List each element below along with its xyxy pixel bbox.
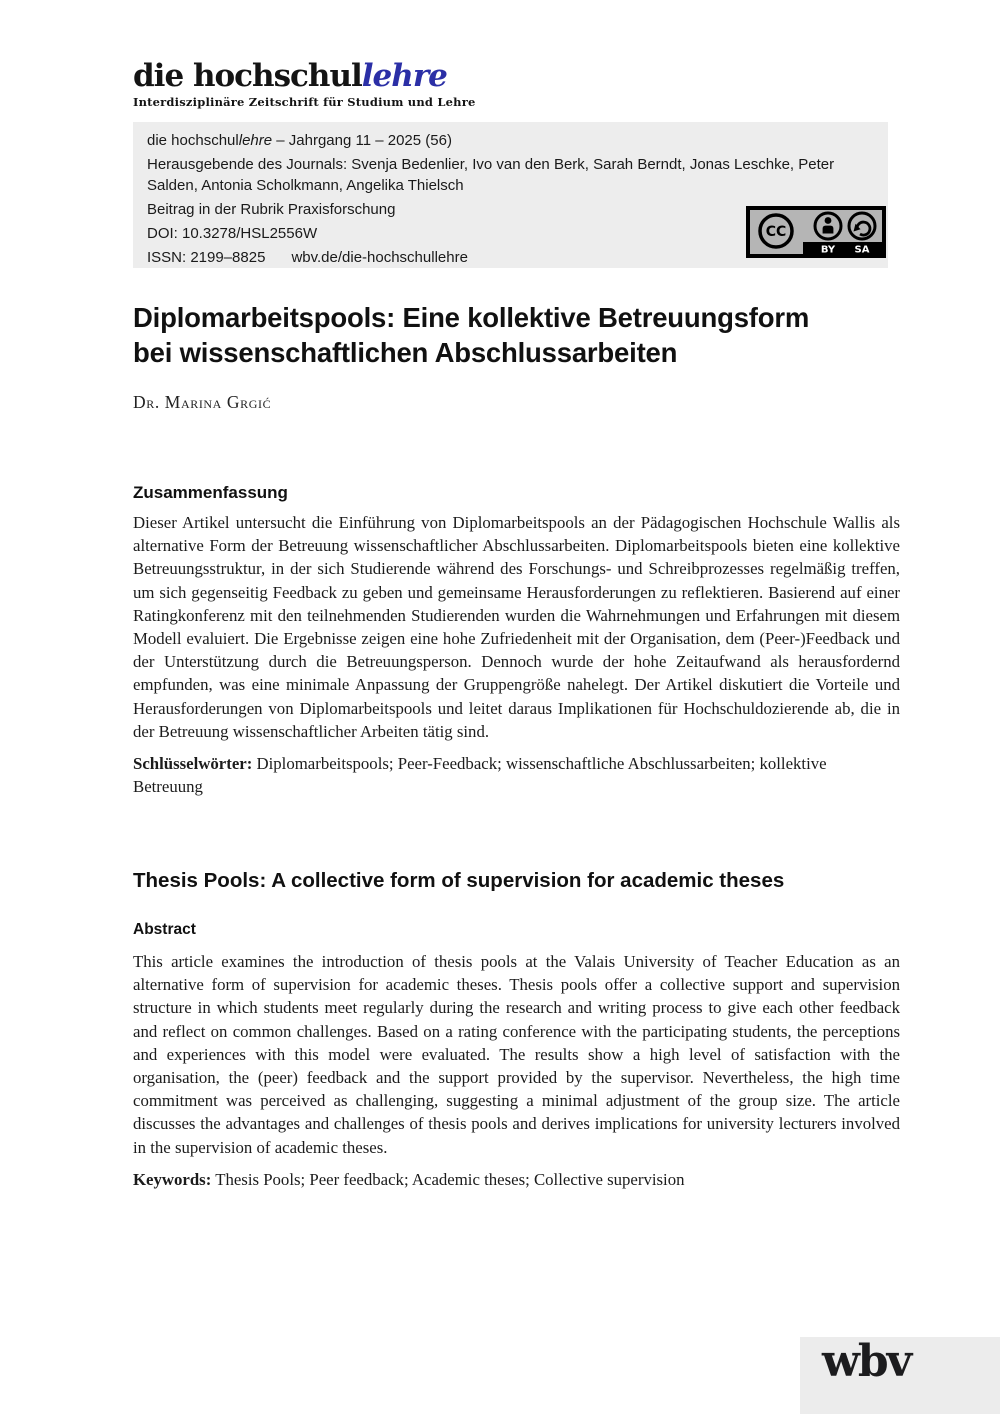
zusammenfassung-heading: Zusammenfassung [133,483,288,502]
english-title: Thesis Pools: A collective form of supervision for academic theses [133,869,785,892]
english-keywords-label: Keywords: [133,1169,212,1189]
german-keywords-label: Schlüsselwörter: [133,754,253,774]
doi-line: DOI: 10.3278/HSL2556W [147,225,318,242]
german-keywords-text: Diplomarbeitspools; Peer-Feedback; wissenschaftliche Abschlussarbeiten; kollektive Betreuung [133,754,827,797]
cc-license-icon [746,206,886,258]
svg-text:CC: CC [765,224,787,240]
publication-info-box [133,122,888,268]
journal-logo-accent: lehre [361,58,447,94]
editors-line: Herausgebende des Journals: Svenja Bedenlier, Ivo van den Berk, Sarah Berndt, Jonas Leschke, Peter Salden, Antonia Scholkmann, Angelika Thielsch [147,156,835,194]
issn-value: ISSN: 2199–8825 [147,249,266,266]
journal-masthead [133,58,476,109]
issue-info: – Jahrgang 11 – 2025 (56) [272,132,452,149]
article-title-line2: bei wissenschaftlichen Abschlussarbeiten [133,337,678,368]
journal-logo-text: die hochschul [133,58,362,94]
sa-label: SA [854,244,870,256]
journal-name: die hochschul [147,132,239,149]
journal-name-italic: lehre [238,132,273,149]
cc-by-sa-license-badge [746,206,886,263]
journal-tagline: Interdisziplinäre Zeitschrift für Studium und Lehre [133,95,476,109]
journal-url: wbv.de/die-hochschullehre [291,249,468,266]
german-keywords-line [133,752,900,798]
english-abstract-text: This article examines the introduction of thesis pools at the Valais University of Teacher Education as an alternative form of supervision for academic theses. Thesis pools offer a collective support and supervision structure in which students meet regularly during the research and writing process to give each other feedback and reflect on common challenges. Based on a rating conference with the participating students, the perceptions and experiences with this model were evaluated. The results show a high level of satisfaction with the organisation, the (peer) feedback and the support provided by the supervisor. Nevertheless, the high time commitment was perceived as challenging, suggesting a minimal adjustment of the group size. The article discusses the advantages and challenges of thesis pools and derives implications for university lecturers involved in the supervision of academic theses. [133,952,900,1157]
abstract-heading: Abstract [133,921,196,938]
article-title [133,300,923,370]
journal-issue-line [147,130,858,151]
article-title-line1: Diplomarbeitspools: Eine kollektive Betreuungsform [133,302,810,333]
by-label: BY [820,244,836,256]
german-abstract-section [133,482,900,798]
english-keywords-text: Thesis Pools; Peer feedback; Academic theses; Collective supervision [211,1169,685,1189]
publisher-box [800,1337,1000,1414]
german-abstract-text: Dieser Artikel untersucht die Einführung von Diplomarbeitspools an der Pädagogischen Hochschule Wallis als alternative Form der Betreuung wissenschaftlicher Abschlussarbeiten. Diplomarbeitspools bieten eine kollektive Betreuungsstruktur, in der sich Studierende während des Forschungs- und Schreibprozesses regelmäßig treffen, um sich gegenseitig Feedback zu geben und gemeinsame Herausforderungen zu reflektieren. Basierend auf einer Ratingkonferenz mit den teilnehmenden Studierenden wurden die Wahrnehmungen und Erfahrungen mit diesem Modell evaluiert. Die Ergebnisse zeigen eine hohe Zufriedenheit mit der Organisation, dem (Peer-)Feedback und der Unterstützung durch die Betreuungsperson. Dennoch wurde der hohe Zeitaufwand als herausfordernd empfunden, was eine minimale Anpassung der Gruppengröße nahelegt. Der Artikel diskutiert die Vorteile und Herausforderungen von Diplomarbeitspools und leitet daraus Implikationen für Hochschuldozierende ab, die in der Betreuung wissenschaftlicher Arbeiten tätig sind. [133,513,900,741]
wbv-publisher-logo: wbv [822,1336,911,1387]
rubric-line: Beitrag in der Rubrik Praxisforschung [147,201,396,218]
english-abstract-section [133,868,900,1191]
english-keywords-line [133,1168,900,1191]
author-name: Dr. Marina Grgić [133,392,272,412]
journal-logo [133,58,476,94]
